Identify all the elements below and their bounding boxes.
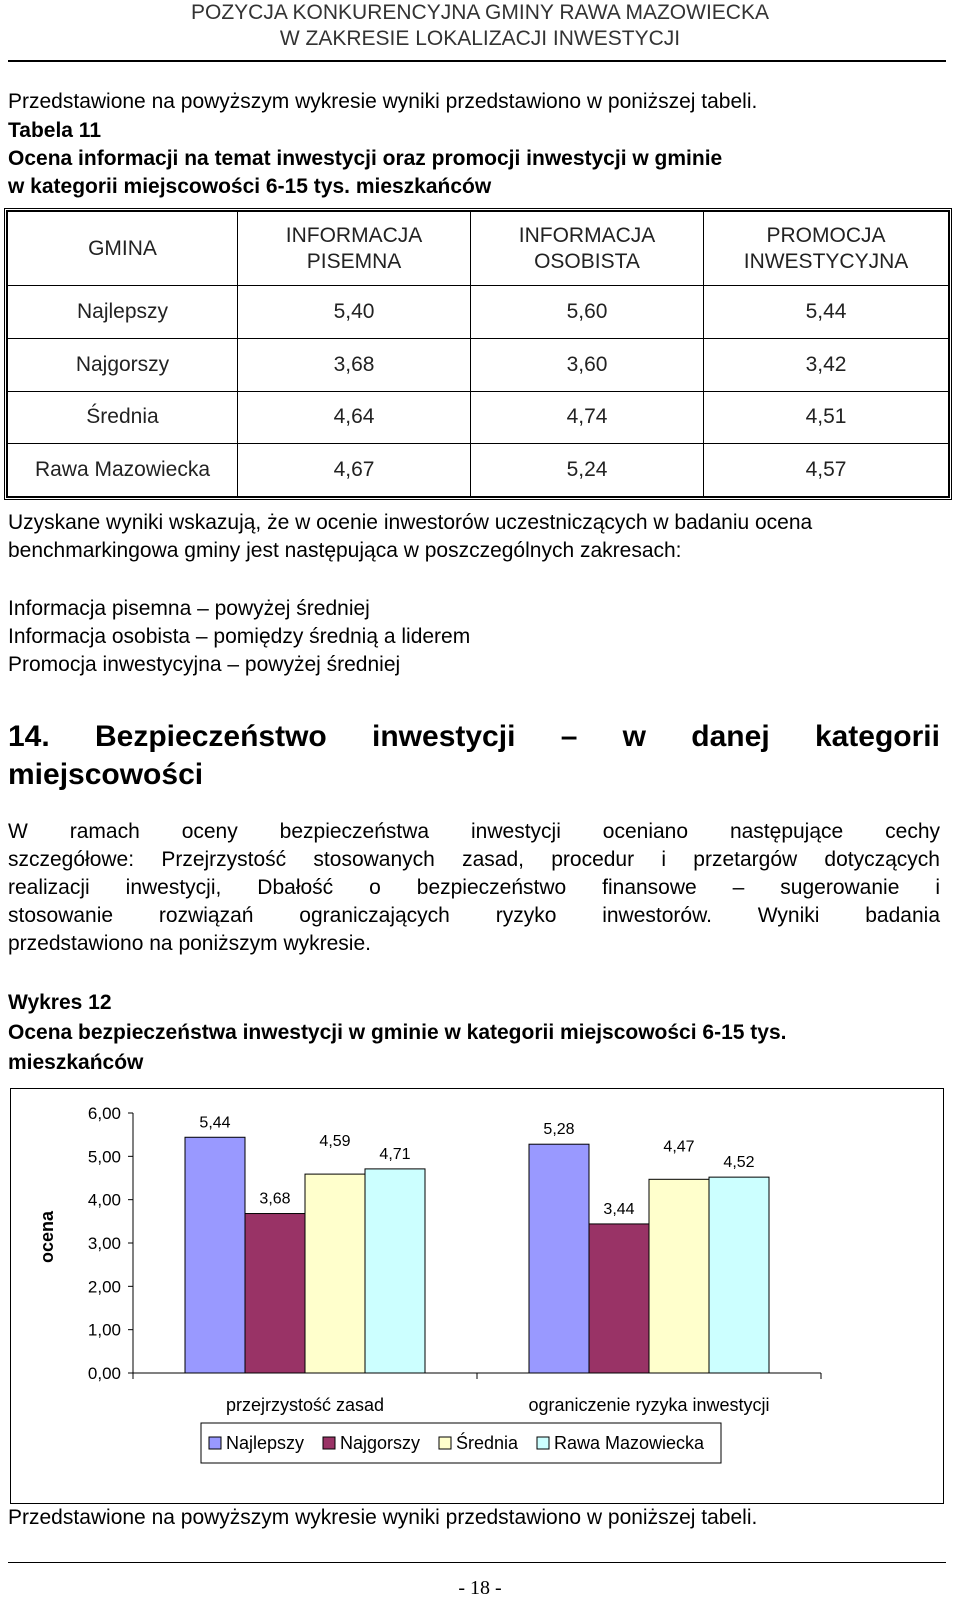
heading-word: kategorii [814,720,940,753]
row-label: Rawa Mazowiecka [8,444,238,497]
footer-rule [8,1562,946,1563]
y-tick-label: 6,00 [87,1104,121,1123]
table-title-line-2: w kategorii miejscowości 6-15 tys. mieszkańców [8,175,492,198]
table-title-line-1: Ocena informacji na temat inwestycji oraz promocji inwestycji w gminie [8,147,723,170]
bar-data-label: 4,47 [663,1138,695,1156]
table-header-row [8,212,949,286]
legend-label: Najlepszy [226,1433,305,1453]
heading-word: Bezpieczeństwo [95,720,327,753]
body-line: stosowanie rozwiązań ograniczających ryzyko inwestorów. Wyniki badania [8,904,940,927]
summary-item: Informacja pisemna – powyżej średniej [8,597,370,620]
bar [185,1137,245,1373]
table-label: Tabela 11 [8,119,102,142]
bar-data-label: 5,44 [199,1114,231,1132]
bar-chart-svg [11,1089,943,1503]
intro-text: Przedstawione na powyższym wykresie wyniki przedstawiono w poniższej tabeli. [8,90,758,113]
section-heading-line-2: miejscowości [8,758,204,791]
header-line-2: W ZAKRESIE LOKALIZACJI INWESTYCJI [279,27,681,50]
cell-value: 4,67 [238,444,471,497]
y-axis-label: ocena [37,1210,57,1264]
cell-value: 3,42 [704,338,949,391]
cell-value: 4,74 [471,391,704,444]
bar-chart [10,1088,944,1504]
row-label: Najgorszy [8,338,238,391]
bar [529,1144,589,1373]
chart-title-line-1: Ocena bezpieczeństwa inwestycji w gminie w kategorii miejscowości 6-15 tys. [8,1021,787,1044]
legend-label: Najgorszy [340,1433,421,1453]
y-tick-label: 1,00 [87,1320,121,1340]
x-category-label: ograniczenie ryzyka inwestycji [528,1395,770,1415]
outro-text: Przedstawione na powyższym wykresie wyniki przedstawiono w poniższej tabeli. [8,1506,758,1529]
body-line: realizacji inwestycji, Dbałość o bezpieczeństwo finansowe – sugerowanie i [8,876,940,899]
body-line: W ramach oceny bezpieczeństwa inwestycji oceniano następujące cechy [8,820,940,843]
bar-data-label: 4,59 [319,1133,351,1151]
bar [245,1214,305,1373]
y-tick-label: 4,00 [87,1190,121,1210]
legend-label: Rawa Mazowiecka [554,1433,705,1453]
cell-value: 4,51 [704,391,949,444]
section-number: 14. [8,720,50,753]
table-row [8,444,949,497]
cell-value: 4,64 [238,391,471,444]
chart-label: Wykres 12 [8,991,112,1014]
legend-swatch [537,1437,549,1449]
legend-swatch [323,1437,335,1449]
header-gmina: GMINA [8,212,238,286]
heading-word: – [560,720,578,753]
page-number: - 18 - [458,1577,502,1599]
bar-data-label: 3,68 [259,1190,291,1208]
cell-value: 5,44 [704,286,949,339]
cell-value: 3,68 [238,338,471,391]
table-row [8,286,949,339]
bar [649,1179,709,1373]
cell-value: 5,40 [238,286,471,339]
y-tick-label: 5,00 [87,1147,121,1167]
cell-value: 4,57 [704,444,949,497]
summary-item: Promocja inwestycyjna – powyżej średniej [8,653,401,676]
table-row [8,338,949,391]
body-line: przedstawiono na poniższym wykresie. [8,932,371,955]
y-tick-label: 3,00 [87,1234,121,1253]
cell-value: 5,24 [471,444,704,497]
header-promocja-inwestycyjna: PROMOCJA INWESTYCYJNA [704,212,949,286]
y-tick-label: 2,00 [87,1277,121,1297]
section-heading-line-1 [8,718,940,756]
cell-value: 3,60 [471,338,704,391]
bar-data-label: 4,52 [723,1154,755,1172]
bar-data-label: 5,28 [543,1121,575,1139]
y-tick-label: 0,00 [87,1364,121,1383]
legend-swatch [209,1437,221,1449]
bar-data-label: 3,44 [603,1200,635,1218]
row-label: Średnia [8,391,238,444]
header-informacja-osobista: INFORMACJA OSOBISTA [471,212,704,286]
bar [365,1169,425,1373]
header-rule [8,60,946,62]
header-informacja-pisemna: INFORMACJA PISEMNA [238,212,471,286]
row-label: Najlepszy [8,286,238,339]
x-category-label: przejrzystość zasad [225,1395,385,1415]
header-line-1: POZYCJA KONKURENCYJNA GMINY RAWA MAZOWIECKA [191,1,769,24]
body-paragraph [8,818,940,958]
bar [589,1224,649,1373]
summary-line-2: benchmarkingowa gminy jest następująca w poszczególnych zakresach: [8,539,682,562]
summary-item: Informacja osobista – pomiędzy średnią a liderem [8,625,471,648]
legend-label: Średnia [456,1433,519,1453]
table-row [8,391,949,444]
heading-word: danej [691,720,770,753]
bar-data-label: 4,71 [379,1145,411,1163]
chart-caption [8,988,946,1078]
bar [305,1174,365,1373]
summary-line-1: Uzyskane wyniki wskazują, że w ocenie inwestorów uczestniczących w badaniu ocena [8,511,813,534]
cell-value: 5,60 [471,286,704,339]
legend-swatch [439,1437,451,1449]
table-caption [8,117,946,201]
bar [709,1177,769,1373]
page-header [0,0,960,52]
section-heading [8,718,940,794]
results-table [4,208,952,500]
summary-list [8,595,946,679]
heading-word: w [622,720,647,753]
summary-paragraph [8,509,946,565]
chart-title-line-2: mieszkańców [8,1051,144,1074]
body-line: szczegółowe: Przejrzystość stosowanych zasad, procedur i przetargów dotyczących [8,848,940,871]
heading-word: inwestycji [372,720,516,753]
